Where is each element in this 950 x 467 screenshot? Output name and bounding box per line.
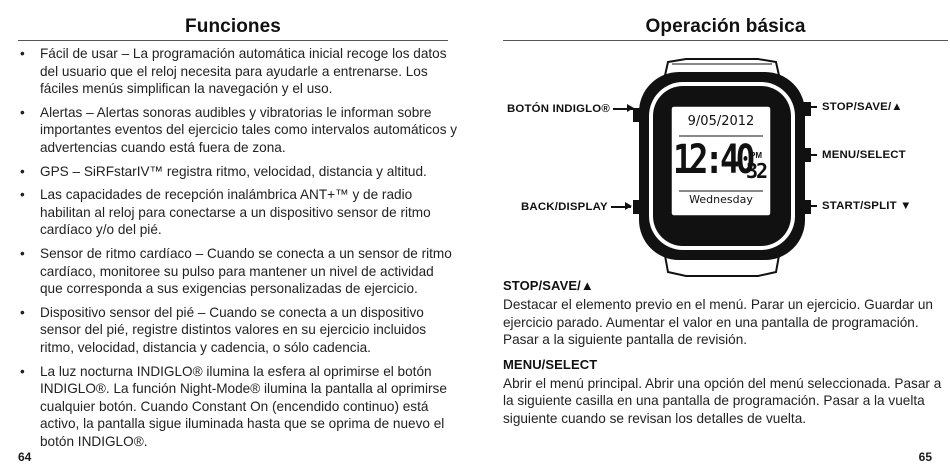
right-title-rule <box>503 40 948 41</box>
bullet-icon: • <box>20 245 25 261</box>
right-page-number: 65 <box>918 450 932 464</box>
indiglo-label: BOTÓN INDIGLO® <box>507 103 610 115</box>
features-list <box>18 45 458 456</box>
bullet-icon: • <box>20 163 25 179</box>
feature-item: • Las capacidades de recepción inalámbrica ANT+™ y de radio habilitan al reloj para conectarse a un dispositivo sensor de ritmo cardíaco y/o del pié. <box>20 187 431 238</box>
section-body: Abrir el menú principal. Abrir una opción del menú seleccionada. Pasar a la siguiente casilla en una pantalla de programación. Pasar a la vuelta siguiente cuando se revisan los detalles de vuelta. <box>503 375 942 426</box>
bullet-icon: • <box>20 104 25 120</box>
section-title: STOP/SAVE/▲ <box>503 278 594 293</box>
button-descriptions <box>503 278 948 436</box>
bullet-icon: • <box>20 363 25 379</box>
indiglo-callout <box>507 103 633 115</box>
left-page-title: Funciones <box>185 16 281 37</box>
watch-day: Wednesday <box>689 193 753 206</box>
feature-item: • Alertas – Alertas sonoras audibles y vibratorias le informan sobre importantes eventos del ejercicio tales como intervalos automáticos y advertencias cuando está fuera de zona. <box>20 104 458 155</box>
back-display-callout <box>521 201 631 213</box>
stop-save-callout <box>797 101 903 113</box>
start-split-callout <box>797 200 912 212</box>
menu-select-label: MENU/SELECT <box>822 149 906 161</box>
start-split-label: START/SPLIT ▼ <box>822 200 912 212</box>
watch-seconds: 32 <box>746 159 767 183</box>
watch-ampm: PM <box>750 151 762 160</box>
bullet-icon: • <box>20 46 25 61</box>
left-page-number: 64 <box>18 450 32 464</box>
arrow-left-icon <box>797 154 817 155</box>
feature-item: • La luz nocturna INDIGLO® ilumina la esfera al oprimirse el botón INDIGLO®. La función Night-Mode® ilumina la pantalla al oprimirse cualquier botón. Cuando Constant On (encendido continuo) está activo, la pantalla sigue iluminada hasta que se oprima de nuevo el botón INDIGLO®. <box>20 363 447 449</box>
section-title: MENU/SELECT <box>503 356 598 372</box>
right-page <box>475 0 950 467</box>
arrow-left-icon <box>797 106 817 107</box>
feature-item: • GPS – SiRFstarIV™ registra ritmo, velocidad, distancia y altitud. <box>20 163 427 179</box>
back-display-label: BACK/DISPLAY <box>521 201 608 213</box>
arrow-right-icon <box>613 108 633 109</box>
feature-item: • Dispositivo sensor del pié – Cuando se conecta a un dispositivo sensor del pié, registre distintos valores en su ejercicio incluidos ritmo, velocidad, distancia y cadencia, o sólo cadencia. <box>20 304 427 355</box>
feature-item: • Sensor de ritmo cardíaco – Cuando se conecta a un sensor de ritmo cardíaco, monitoree su pulso para mantener un nivel de actividad que corresponda a sus exigencias personalizadas de ejercicio. <box>20 245 452 297</box>
watch-diagram <box>475 50 950 280</box>
feature-item: • Fácil de usar – La programación automática inicial recoge los datos del usuario que el reloj necesita para ayudarle a entrenarse. Los fáciles menús simplifican la navegación y el uso. <box>20 46 447 97</box>
bullet-icon: • <box>20 187 25 203</box>
watch-time: 12:40 <box>673 137 752 183</box>
menu-select-callout <box>797 149 906 161</box>
left-title-rule <box>18 40 448 41</box>
arrow-right-icon <box>611 206 631 207</box>
arrow-left-icon <box>797 205 817 206</box>
bullet-icon: • <box>20 304 25 320</box>
stop-save-label: STOP/SAVE/▲ <box>822 101 903 113</box>
right-page-title: Operación básica <box>645 16 806 37</box>
section-body: Destacar el elemento previo en el menú. Parar un ejercicio. Guardar un ejercicio parado. Aumentar el valor en una pantalla de programación. Pasar a la siguiente pantalla de revisión. <box>503 297 933 348</box>
watch-date: 9/05/2012 <box>687 114 755 129</box>
